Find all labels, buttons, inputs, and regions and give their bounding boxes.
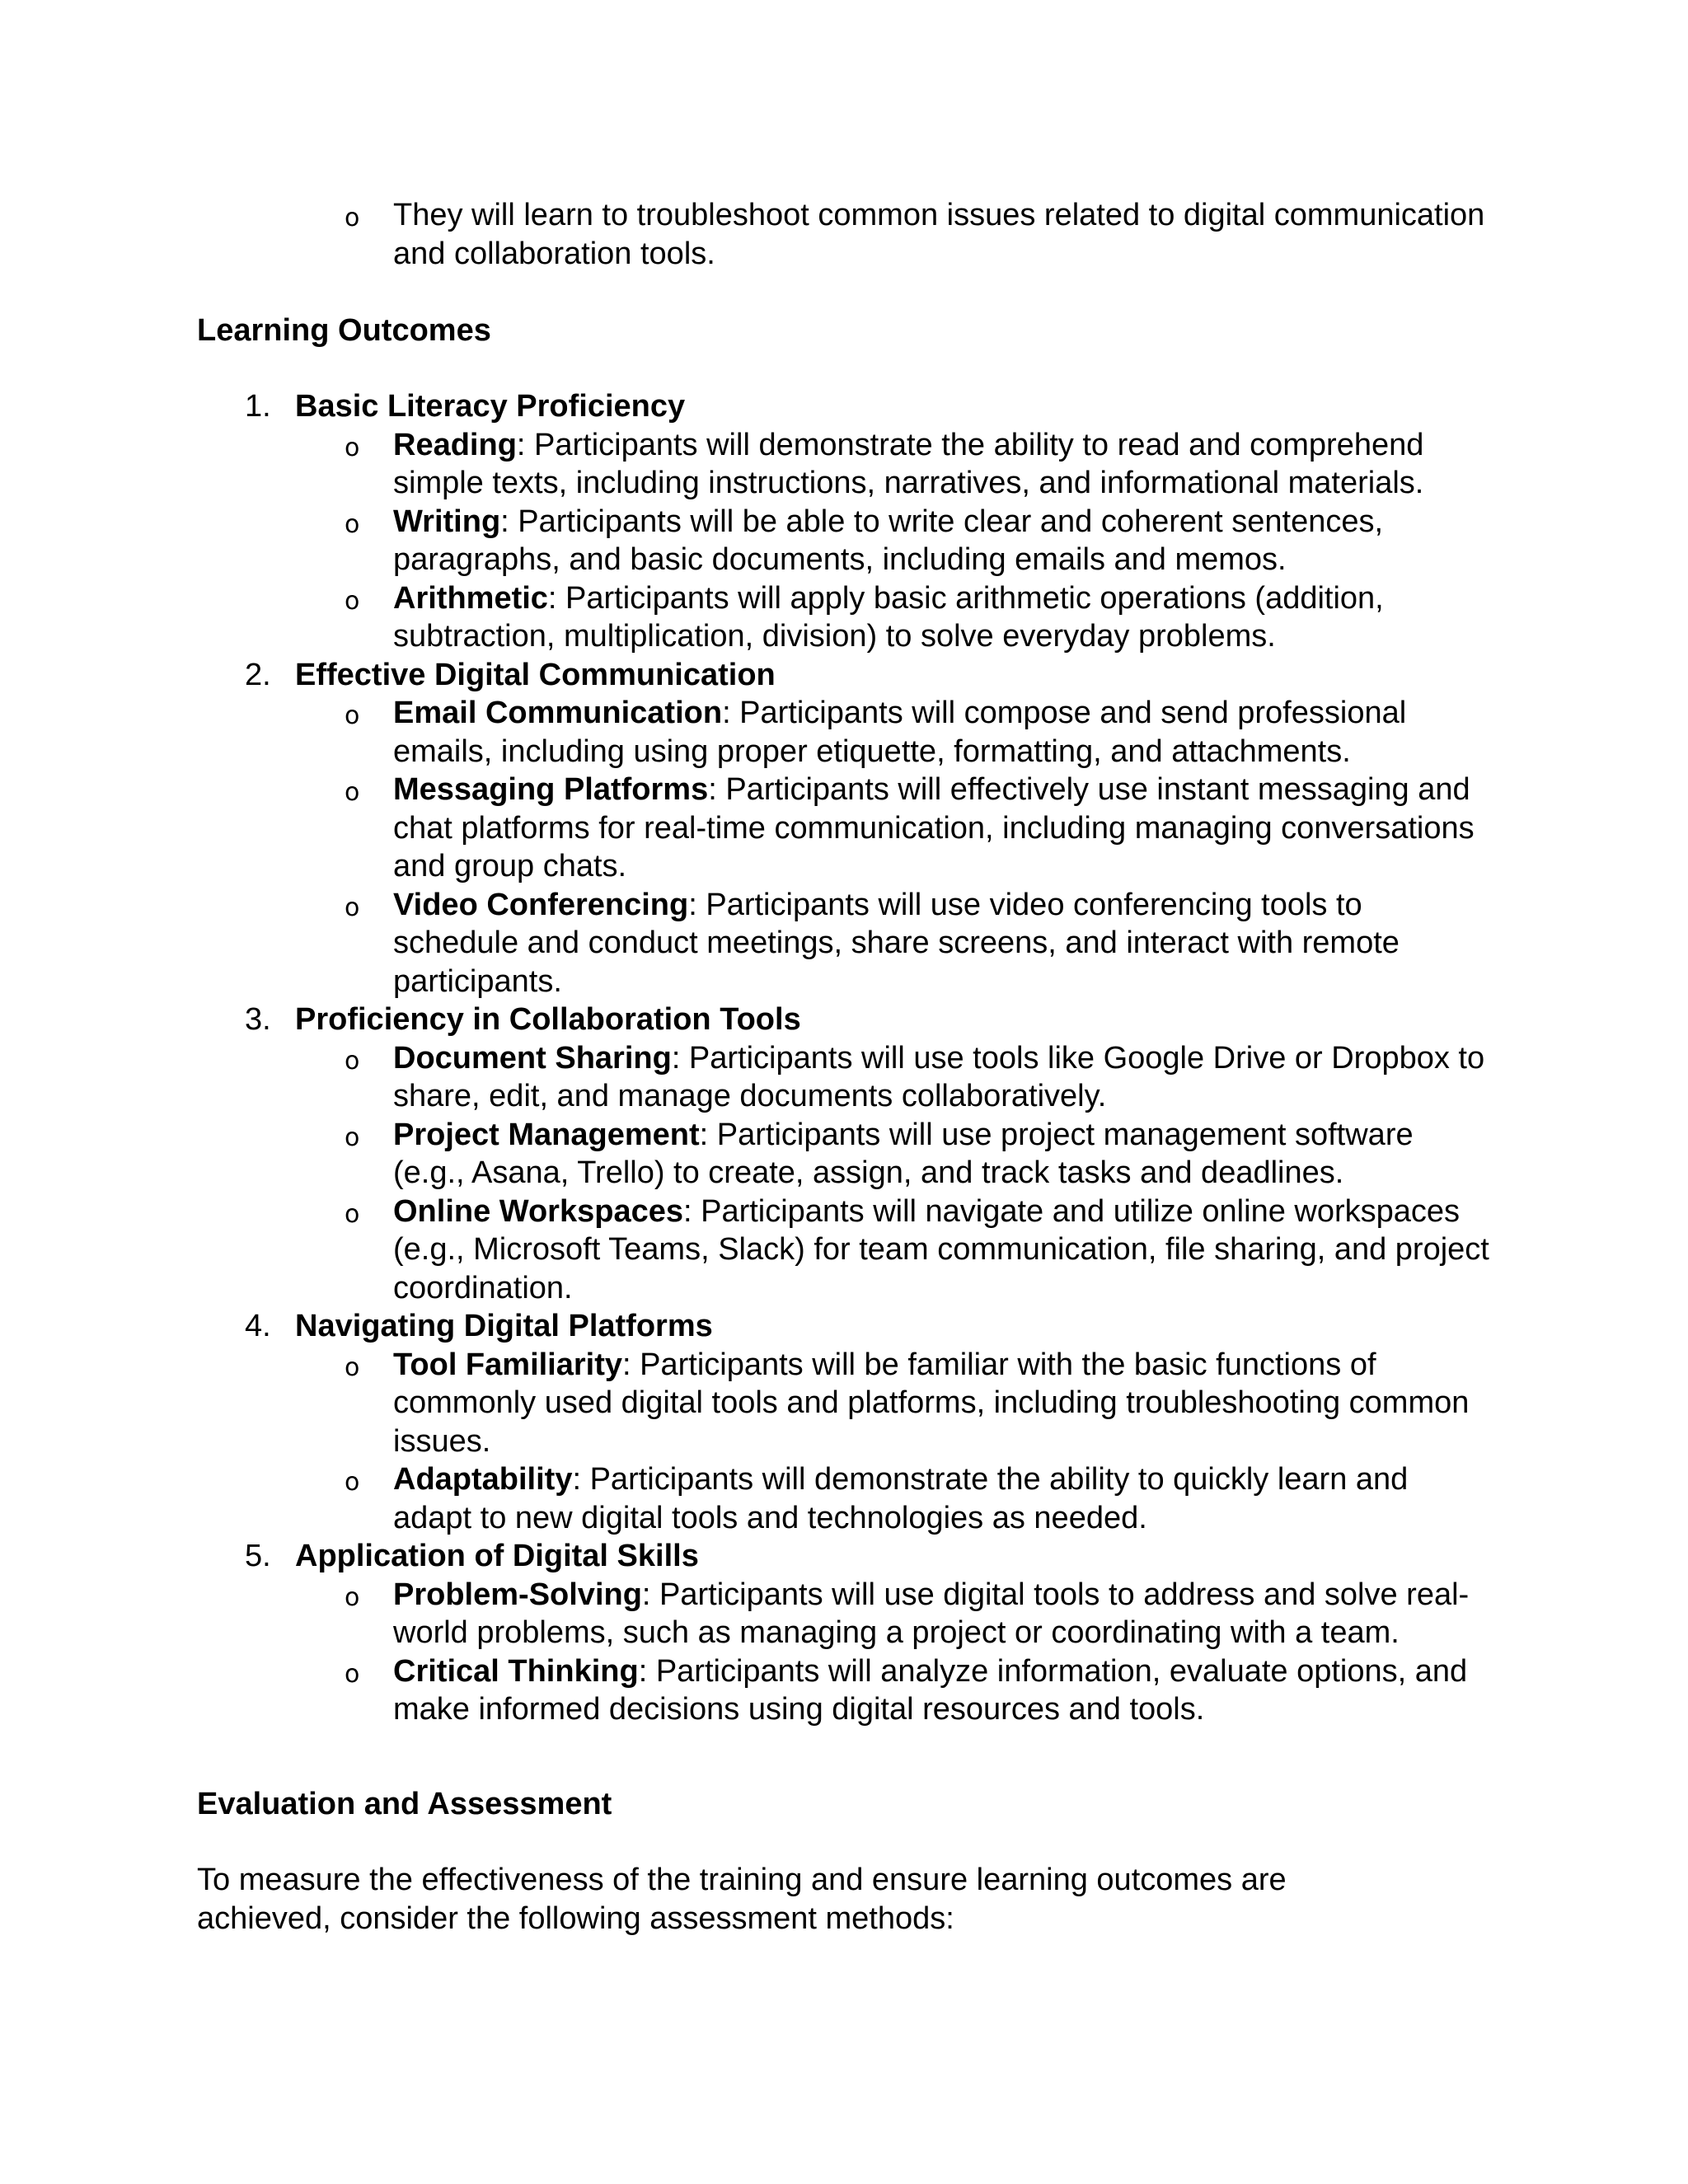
sub-item-critical-thinking — [0, 1652, 1489, 1729]
outcome-item-4 — [0, 1307, 1688, 1537]
outcome-title — [0, 1307, 1688, 1346]
hollow-bullet-icon: o — [345, 1468, 360, 1497]
outcome-number: 1. — [245, 389, 271, 424]
outcome-number: 2. — [245, 657, 271, 692]
outcome-number: 3. — [245, 1002, 271, 1037]
outcome-title — [0, 387, 1688, 426]
evaluation-paragraph: To measure the effectiveness of the training and ensure learning outcomes are achieved, consider the following assessment methods: — [197, 1863, 1287, 1936]
hollow-bullet-icon: o — [345, 778, 360, 807]
hollow-bullet-icon: o — [345, 1352, 360, 1382]
outcome-item-3 — [0, 1001, 1688, 1307]
sub-item-text: : Participants will use digital tools to address and solve real-world problems, such as managing a project or coordinating with a team. — [393, 1577, 1470, 1650]
sub-item-term: Arithmetic — [393, 580, 548, 616]
sub-item-video-conferencing — [0, 886, 1489, 1001]
sub-item-term: Problem-Solving — [393, 1577, 642, 1612]
sub-item-text: : Participants will be familiar with the basic functions of commonly used digital tools and platforms, including troubleshooting common issues. — [393, 1347, 1470, 1459]
hollow-bullet-icon: o — [345, 586, 360, 616]
sub-item-reading — [0, 426, 1489, 503]
hollow-bullet-icon: o — [345, 1659, 360, 1689]
sub-item-arithmetic — [0, 579, 1489, 656]
sub-item-text: : Participants will effectively use instant messaging and chat platforms for real-time communication, including managing conversations and group chats. — [393, 772, 1475, 883]
outcome-title-text: Navigating Digital Platforms — [295, 1309, 713, 1343]
hollow-bullet-icon: o — [345, 701, 360, 730]
hollow-bullet-icon: o — [345, 1122, 360, 1152]
hollow-bullet-icon: o — [345, 1199, 360, 1229]
sub-item-online-workspaces — [0, 1193, 1489, 1308]
evaluation-heading: Evaluation and Assessment — [197, 1787, 612, 1821]
sub-item-text: : Participants will analyze information, evaluate options, and make informed decisions using digital resources and tools. — [393, 1653, 1468, 1727]
sub-item-problem-solving — [0, 1576, 1489, 1652]
outcome-number: 5. — [245, 1539, 271, 1573]
outcome-title-text: Application of Digital Skills — [295, 1539, 699, 1573]
sub-item-term: Critical Thinking — [393, 1653, 639, 1689]
sub-item-term: Writing — [393, 504, 501, 539]
sub-item — [0, 196, 1489, 273]
outcome-number: 4. — [245, 1309, 271, 1343]
sub-item-term: Messaging Platforms — [393, 772, 709, 807]
outcome-item-5 — [0, 1537, 1688, 1729]
hollow-bullet-icon: o — [345, 509, 360, 539]
sub-item-term: Video Conferencing — [393, 887, 689, 922]
hollow-bullet-icon: o — [345, 204, 360, 232]
outcome-title-text: Proficiency in Collaboration Tools — [295, 1002, 801, 1037]
sub-item-tool-familiarity — [0, 1346, 1489, 1461]
hollow-bullet-icon: o — [345, 1582, 360, 1612]
sub-item-term: Project Management — [393, 1117, 700, 1152]
sub-item-text: : Participants will use project management software (e.g., Asana, Trello) to create, assign, and track tasks and deadlines. — [393, 1117, 1414, 1190]
sub-item-term: Adaptability — [393, 1462, 573, 1497]
sub-item-term: Tool Familiarity — [393, 1347, 623, 1382]
intro-list-item — [0, 196, 1688, 273]
learning-outcomes-heading: Learning Outcomes — [197, 313, 491, 348]
sub-item-messaging-platforms — [0, 771, 1489, 886]
sub-item-term: Email Communication — [393, 696, 723, 730]
sub-item-text: : Participants will demonstrate the ability to quickly learn and adapt to new digital tools and technologies as needed. — [393, 1462, 1409, 1535]
outcome-title — [0, 656, 1688, 695]
sub-item-document-sharing — [0, 1039, 1489, 1116]
outcome-item-1 — [0, 387, 1688, 656]
outcome-item-2 — [0, 656, 1688, 1001]
sub-item-writing — [0, 503, 1489, 579]
sub-item-text: They will learn to troubleshoot common issues related to digital communication and collaboration tools. — [393, 198, 1485, 271]
hollow-bullet-icon: o — [345, 893, 360, 922]
sub-item-email-communication — [0, 694, 1489, 771]
sub-item-text: : Participants will use video conferencing tools to schedule and conduct meetings, share screens, and interact with remote participants. — [393, 887, 1400, 999]
learning-outcomes-list — [0, 387, 1688, 1729]
sub-item-term: Document Sharing — [393, 1040, 672, 1076]
sub-item-text: : Participants will be able to write clear and coherent sentences, paragraphs, and basic documents, including emails and memos. — [393, 504, 1384, 577]
sub-item-text: : Participants will use tools like Google Drive or Dropbox to share, edit, and manage documents collaboratively. — [393, 1040, 1485, 1113]
sub-item-text: : Participants will compose and send professional emails, including using proper etiquette, formatting, and attachments. — [393, 696, 1407, 769]
sub-item-term: Reading — [393, 427, 517, 462]
hollow-bullet-icon: o — [345, 1046, 360, 1076]
sub-item-term: Online Workspaces — [393, 1193, 683, 1229]
outcome-title-text: Effective Digital Communication — [295, 657, 776, 692]
outcome-title-text: Basic Literacy Proficiency — [295, 389, 686, 424]
sub-item-text: : Participants will navigate and utilize online workspaces (e.g., Microsoft Teams, Slack) for team communication, file sharing, and project coordination. — [393, 1193, 1489, 1305]
hollow-bullet-icon: o — [345, 433, 360, 462]
outcome-title — [0, 1537, 1688, 1576]
outcome-title — [0, 1001, 1688, 1039]
sub-item-text: : Participants will demonstrate the ability to read and comprehend simple texts, including instructions, narratives, and informational materials. — [393, 427, 1424, 500]
sub-item-adaptability — [0, 1460, 1489, 1537]
sub-item-project-management — [0, 1116, 1489, 1193]
sub-item-text: : Participants will apply basic arithmetic operations (addition, subtraction, multiplication, division) to solve everyday problems. — [393, 580, 1384, 654]
